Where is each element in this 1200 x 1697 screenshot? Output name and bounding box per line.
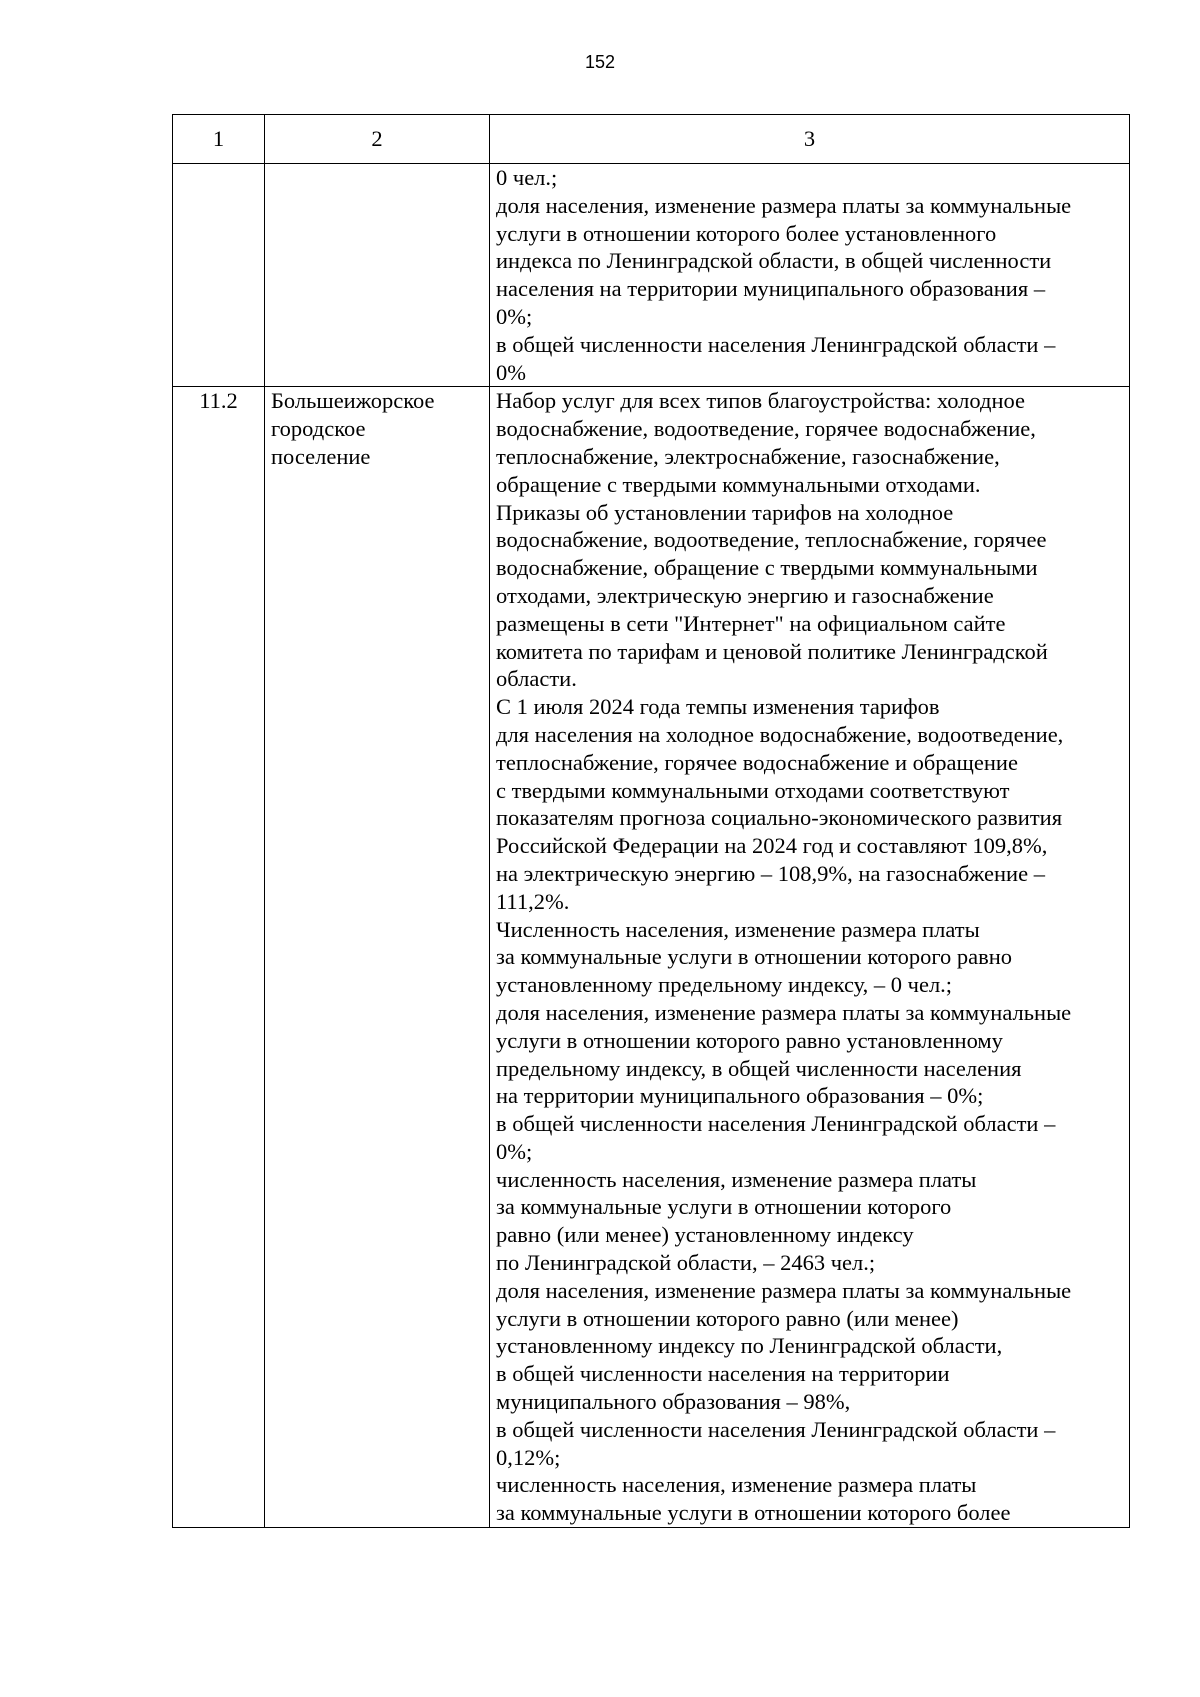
text-line: 0,12%; xyxy=(496,1444,561,1470)
text-line: доля населения, изменение размера платы за коммунальные xyxy=(496,192,1072,218)
text-line: теплоснабжение, горячее водоснабжение и обращение xyxy=(496,749,1018,775)
text-line: услуги в отношении которого более установленного xyxy=(496,220,997,246)
text-line: поселение xyxy=(271,443,371,469)
header-cell-3: 3 xyxy=(490,115,1130,164)
row-number: 11.2 xyxy=(199,388,238,414)
text-line: муниципального образования – 98%, xyxy=(496,1389,851,1415)
text-line: в общей численности населения Ленинградской области – xyxy=(496,331,1056,357)
text-line: за коммунальные услуги в отношении которого равно xyxy=(496,944,1013,970)
text-line: комитета по тарифам и ценовой политике Ленинградской xyxy=(496,638,1048,664)
text-line: установленному предельному индексу, – 0 чел.; xyxy=(496,972,953,998)
table-header-row xyxy=(173,115,1130,164)
text-line: обращение с твердыми коммунальными отходами. xyxy=(496,471,981,497)
header-cell-1: 1 xyxy=(173,115,265,164)
text-line: численность населения, изменение размера платы xyxy=(496,1472,977,1498)
text-line: для населения на холодное водоснабжение, водоотведение, xyxy=(496,721,1064,747)
text-line: доля населения, изменение размера платы за коммунальные xyxy=(496,999,1072,1025)
text-line: отходами, электрическую энергию и газоснабжение xyxy=(496,582,994,608)
text-line: услуги в отношении которого равно (или менее) xyxy=(496,1305,959,1331)
text-line: за коммунальные услуги в отношении которого более xyxy=(496,1500,1011,1526)
row-text-cell xyxy=(490,387,1130,1528)
text-line: С 1 июля 2024 года темпы изменения тарифов xyxy=(496,694,940,720)
text-line: городское xyxy=(271,416,366,442)
text-line: индекса по Ленинградской области, в общей численности xyxy=(496,248,1052,274)
text-line: водоснабжение, водоотведение, теплоснабжение, горячее xyxy=(496,527,1047,553)
continuation-name-cell xyxy=(265,164,490,387)
text-line: 0%; xyxy=(496,1138,533,1164)
text-line: показателям прогноза социально-экономического развития xyxy=(496,805,1063,831)
text-line: области. xyxy=(496,666,577,692)
row-name-cell xyxy=(265,387,490,1528)
text-line: Численность населения, изменение размера платы xyxy=(496,916,980,942)
continuation-number-cell xyxy=(173,164,265,387)
text-line: услуги в отношении которого равно установленному xyxy=(496,1027,1003,1053)
text-line: на территории муниципального образования – 0%; xyxy=(496,1083,984,1109)
text-line: предельному индексу, в общей численности населения xyxy=(496,1055,1022,1081)
text-line: в общей численности населения Ленинградской области – xyxy=(496,1111,1056,1137)
text-line: 0% xyxy=(496,359,526,385)
table-row xyxy=(173,387,1130,1528)
text-line: 0%; xyxy=(496,303,533,329)
text-line: 111,2%. xyxy=(496,888,570,914)
row-number-cell xyxy=(173,387,265,1528)
text-line: теплоснабжение, электроснабжение, газоснабжение, xyxy=(496,443,1000,469)
text-line: доля населения, изменение размера платы за коммунальные xyxy=(496,1277,1072,1303)
text-line: водоснабжение, водоотведение, горячее водоснабжение, xyxy=(496,416,1036,442)
text-line: установленному индексу по Ленинградской области, xyxy=(496,1333,1003,1359)
text-line: размещены в сети "Интернет" на официальном сайте xyxy=(496,610,1006,636)
text-line: Российской Федерации на 2024 год и составляют 109,8%, xyxy=(496,833,1048,859)
header-cell-2: 2 xyxy=(265,115,490,164)
text-line: с твердыми коммунальными отходами соответствуют xyxy=(496,777,1010,803)
text-line: Приказы об установлении тарифов на холодное xyxy=(496,499,954,525)
text-line: Набор услуг для всех типов благоустройства: холодное xyxy=(496,388,1025,414)
text-line: на электрическую энергию – 108,9%, на газоснабжение – xyxy=(496,860,1045,886)
text-line: в общей численности населения на территории xyxy=(496,1361,950,1387)
text-line: в общей численности населения Ленинградской области – xyxy=(496,1416,1056,1442)
text-line: населения на территории муниципального образования – xyxy=(496,276,1046,302)
text-line: равно (или менее) установленному индексу xyxy=(496,1222,914,1248)
text-line: Большеижорское xyxy=(271,388,435,414)
text-line: водоснабжение, обращение с твердыми коммунальными xyxy=(496,555,1038,581)
text-line: численность населения, изменение размера платы xyxy=(496,1166,977,1192)
continuation-text-cell xyxy=(490,164,1130,387)
text-line: за коммунальные услуги в отношении которого xyxy=(496,1194,952,1220)
continuation-row xyxy=(173,164,1130,387)
page-number: 152 xyxy=(584,52,616,72)
text-line: по Ленинградской области, – 2463 чел.; xyxy=(496,1250,876,1276)
document-table xyxy=(172,114,1130,1528)
text-line: 0 чел.; xyxy=(496,165,558,190)
